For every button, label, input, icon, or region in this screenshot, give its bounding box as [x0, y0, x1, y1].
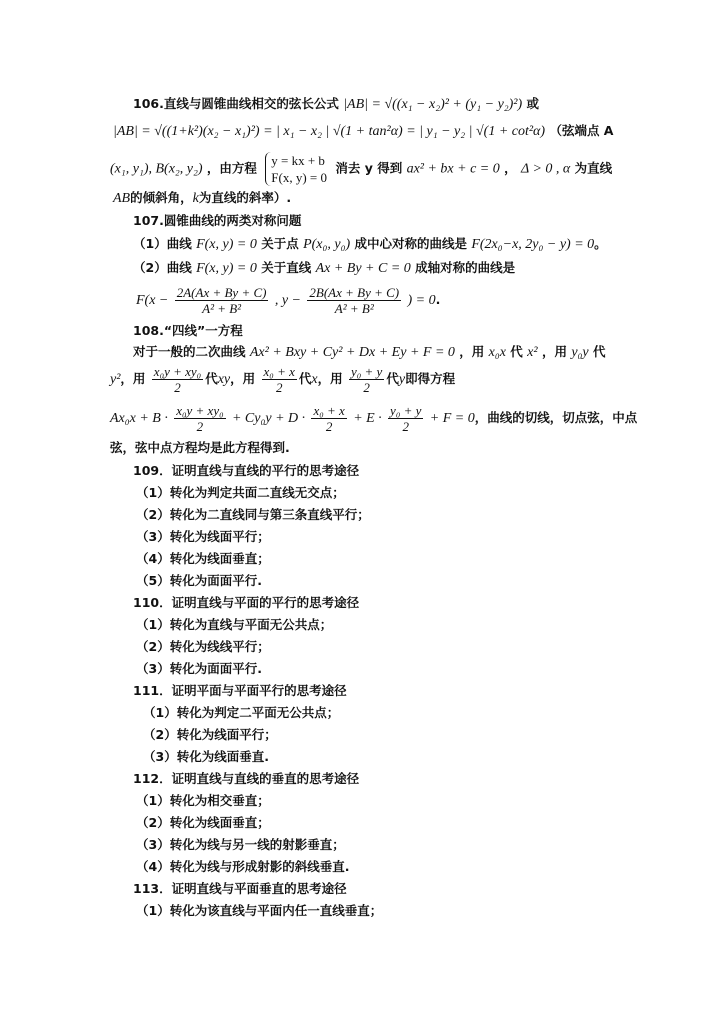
denominator: 2	[275, 380, 283, 395]
use-text: ，用	[230, 371, 256, 386]
item-112-list-item-4: （4）转化为线与形成射影的斜线垂直.	[136, 859, 350, 874]
denominator: A² + B²	[202, 301, 242, 316]
by-equation-text: ，由方程	[206, 160, 257, 176]
chord-length-formula-1: |AB| = √((x₁ − x₂)² + (y₁ − y₂)²)	[343, 97, 523, 112]
replace-text: 代	[386, 371, 399, 386]
item-110-list-item-3: （3）转化为面面平行.	[136, 661, 262, 676]
line-text: 为直线	[574, 160, 613, 176]
item-113-title: 113．证明直线与平面垂直的思考途径	[133, 881, 347, 896]
item-108-line-4: 弦，弦中点方程均是此方程得到.	[110, 440, 290, 455]
item-107-line-3	[136, 283, 440, 318]
k-symbol: k	[192, 191, 199, 206]
item-106-line-1	[133, 94, 539, 115]
central-symmetry-text: 成中心对称的曲线是	[354, 236, 467, 251]
or-text: 或	[526, 96, 540, 111]
x: x	[311, 372, 318, 387]
fraction-y	[388, 403, 423, 434]
item-106-line-4	[113, 188, 291, 209]
numerator: x₀ + x	[263, 364, 295, 379]
item-109-list-item-5: （5）转化为面面平行.	[136, 573, 262, 588]
endpoints: (x₁, y₁), B(x₂, y₂)	[110, 161, 203, 177]
denominator: 2	[402, 419, 409, 434]
xy: xy	[217, 372, 231, 387]
item-112-list-item-1: （1）转化为相交垂直；	[136, 793, 270, 808]
system-line-1: y = kx + b	[271, 153, 325, 168]
fraction-x	[262, 364, 297, 395]
denominator: 2	[174, 380, 181, 395]
item-111-list-item-2: （2）转化为线面平行；	[143, 727, 277, 742]
equation-part: + E ·	[353, 411, 382, 426]
numerator: x₀y + xy₀	[176, 403, 224, 418]
curve-text: （1）曲线	[133, 236, 192, 251]
curve-equation: F(x, y) = 0	[196, 237, 257, 252]
quadratic-equation: ax² + bx + c = 0	[406, 161, 500, 177]
item-108-line-1	[133, 342, 606, 363]
item-109-title: 109．证明直线与直线的平行的思考途径	[133, 463, 360, 478]
denominator: 2	[325, 419, 333, 434]
fraction-xy	[174, 403, 225, 434]
point-p: P(x₀, y₀)	[303, 237, 351, 252]
item-106-title: 106.直线与圆锥曲线相交的弦长公式	[133, 96, 339, 111]
item-107-line-1	[133, 234, 607, 255]
symmetric-curve: F(2x₀−x, 2y₀ − y) = 0	[471, 237, 595, 252]
numerator: y₀ + y	[390, 403, 422, 418]
equation-system	[265, 152, 327, 186]
use-text: ，用	[317, 371, 343, 386]
replace-text: 代	[205, 371, 218, 386]
y0y: y₀y	[571, 345, 589, 360]
equation-part: + F = 0	[429, 411, 475, 426]
numerator: 2A(Ax + By + C)	[176, 285, 267, 300]
fraction-b	[307, 285, 401, 316]
y: y	[398, 372, 406, 387]
fraction-y	[349, 364, 384, 395]
denominator: 2	[196, 419, 204, 434]
item-107-title: 107.圆锥曲线的两类对称问题	[133, 213, 302, 228]
tangent-note: ，曲线的切线，切点弦，中点	[474, 410, 638, 425]
system-line-2: F(x, y) = 0	[271, 170, 327, 185]
general-conic-text: 对于一般的二次曲线	[133, 344, 246, 359]
item-112-list-item-3: （3）转化为线与另一线的射影垂直；	[136, 837, 345, 852]
denominator: A² + B²	[334, 301, 374, 316]
get-equation-text: 即得方程	[405, 371, 456, 386]
item-111-list-item-3: （3）转化为线面垂直.	[143, 749, 269, 764]
about-point-text: 关于点	[261, 236, 299, 251]
fraction-x	[311, 403, 346, 434]
ab-symbol: AB	[113, 191, 131, 206]
item-109-list-item-4: （4）转化为线面垂直；	[136, 551, 270, 566]
item-112-list-item-2: （2）转化为线面垂直；	[136, 815, 270, 830]
eliminate-text: 消去 y 得到	[335, 160, 403, 176]
item-113-list-item-1: （1）转化为该直线与平面内任一直线垂直；	[136, 903, 383, 918]
item-107-line-2	[133, 258, 515, 279]
item-108-line-3	[110, 401, 637, 436]
formula-mid: , y −	[274, 293, 302, 308]
item-110-list-item-1: （1）转化为直线与平面无公共点；	[136, 617, 333, 632]
period: 。	[594, 236, 607, 251]
curve-text: （2）曲线	[133, 260, 192, 275]
curve-equation: F(x, y) = 0	[196, 261, 257, 276]
comma: ，	[504, 160, 517, 176]
numerator: x₀y + xy₀	[153, 364, 202, 379]
chord-length-formula-2: |AB| = √((1+k²)(x₂ − x₁)²) = | x₁ − x₂ | √(1 + tan²α) = | y₁ − y₂ | √(1 + cot²α)	[113, 124, 546, 139]
item-108-title: 108.“四线”一方程	[133, 323, 243, 338]
numerator: y₀ + y	[350, 364, 383, 379]
numerator: 2B(Ax + By + C)	[309, 285, 400, 300]
equation-part: + Cy₀y + D ·	[231, 411, 306, 426]
formula-start: F(x −	[136, 293, 169, 308]
y-squared: y²	[110, 372, 121, 387]
about-line-text: 关于直线	[261, 260, 312, 275]
item-111-title: 111．证明平面与平面平行的思考途径	[133, 683, 347, 698]
item-112-title: 112．证明直线与直线的垂直的思考途径	[133, 771, 360, 786]
replace-text: 代	[510, 344, 523, 359]
item-111-list-item-1: （1）转化为判定二平面无公共点；	[143, 705, 340, 720]
period: .	[435, 292, 441, 307]
item-109-list-item-1: （1）转化为判定共面二直线无交点；	[136, 485, 345, 500]
denominator: 2	[363, 380, 370, 395]
slope-text: 为直线的斜率）.	[198, 190, 292, 205]
use-text: ，用	[541, 344, 567, 359]
replace-text: 代	[592, 344, 606, 359]
numerator: x₀ + x	[313, 403, 345, 418]
x-squared: x²	[527, 345, 538, 360]
item-109-list-item-2: （2）转化为二直线同与第三条直线平行；	[136, 507, 370, 522]
equation-part: Ax₀x + B ·	[110, 411, 168, 426]
x0x: x₀x	[488, 345, 506, 360]
item-110-title: 110．证明直线与平面的平行的思考途径	[133, 595, 360, 610]
use-text: ，用	[459, 344, 485, 359]
formula-end: ) = 0	[407, 293, 436, 308]
angle-text: 的倾斜角，	[130, 190, 193, 205]
item-106-line-3	[110, 152, 612, 186]
discriminant-condition: Δ > 0 , α	[521, 161, 571, 177]
item-106-line-2	[113, 121, 613, 142]
conic-equation: Ax² + Bxy + Cy² + Dx + Ey + F = 0	[249, 345, 455, 360]
replace-text: 代	[298, 371, 312, 386]
use-text: ，用	[120, 371, 146, 386]
fraction-a	[175, 285, 269, 316]
line-equation: Ax + By + C = 0	[315, 261, 411, 276]
item-109-list-item-3: （3）转化为线面平行；	[136, 529, 270, 544]
axial-symmetry-text: 成轴对称的曲线是	[415, 260, 516, 275]
fraction-xy	[152, 364, 203, 395]
item-110-list-item-2: （2）转化为线线平行；	[136, 639, 270, 654]
endpoint-note: （弦端点 A	[549, 123, 614, 138]
item-108-line-2	[110, 362, 455, 397]
